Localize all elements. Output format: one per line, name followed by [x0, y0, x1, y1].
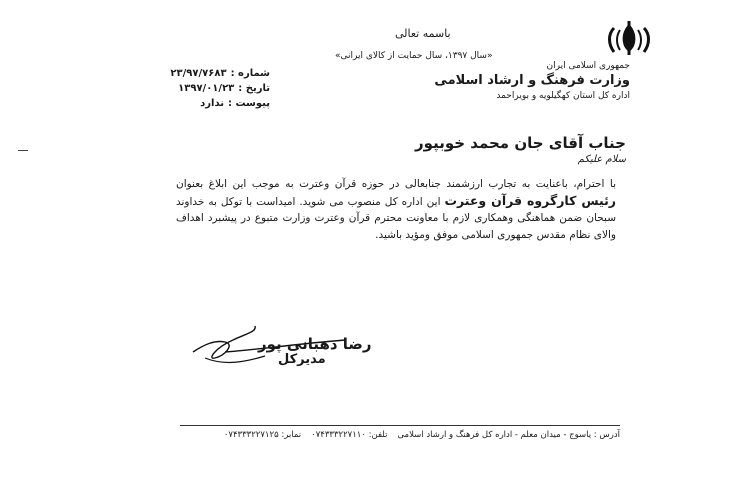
date-row	[140, 81, 270, 96]
letter-footer	[180, 430, 620, 440]
number-label: شماره :	[230, 68, 270, 79]
letter-meta	[140, 66, 270, 111]
footer-fax: نمابر: ۰۷۴۳۳۳۲۲۷۱۲۵	[223, 430, 302, 440]
footer-phone: تلفن: ۰۷۴۳۳۳۲۲۷۱۱۰	[311, 430, 388, 440]
body-part-1: با احترام، باعنایت به تجارب ارزشمند جنابعالی در حوزه قرآن وعترت به موجب این ابلاغ بعنوان	[176, 178, 616, 190]
number-row	[140, 66, 270, 81]
number-value: ۲۳/۹۷/۷۶۸۳	[170, 68, 227, 79]
salutation: سلام علیکم	[577, 154, 626, 165]
attachment-label: پیوست :	[227, 98, 270, 109]
ministry-name: وزارت فرهنگ و ارشاد اسلامی	[434, 73, 630, 88]
ministry-header	[434, 60, 630, 102]
country-name: جمهوری اسلامی ایران	[546, 61, 630, 71]
signer-title: مدیرکل	[278, 352, 326, 367]
department-name: اداره کل استان کهگیلویه و بویراحمد	[496, 91, 630, 101]
recipient-name: جناب آقای جان محمد خوبپور	[415, 134, 626, 152]
date-value: ۱۳۹۷/۰۱/۲۳	[178, 83, 235, 94]
appointment-title: رئیس کارگروه قرآن وعترت	[444, 192, 616, 208]
attachment-value: ندارد	[200, 98, 224, 109]
national-emblem-icon	[596, 20, 662, 58]
body-part-2: این اداره کل منصوب می شوید. امیداست با توکل به خداوند سبحان ضمن هماهنگی وهمکاری لازم با معاونت محترم قرآن وعترت وزارت متبوع در پیشبرد اهداف والای نظام مقدس جمهوری اسلامی موفق ومؤید باشید.	[176, 195, 616, 241]
margin-mark	[18, 150, 28, 151]
letter-body	[176, 176, 616, 243]
footer-address: آدرس : یاسوج - میدان معلم - اداره کل فرهنگ و ارشاد اسلامی	[397, 430, 620, 440]
signer-name: رضا دهبانی پور	[258, 335, 372, 353]
footer-divider	[180, 425, 620, 426]
attachment-row	[140, 96, 270, 111]
year-slogan: «سال ۱۳۹۷، سال حمایت از کالای ایرانی»	[335, 51, 493, 61]
basmaleh: باسمه تعالی	[395, 27, 451, 40]
date-label: تاریخ :	[238, 83, 270, 94]
